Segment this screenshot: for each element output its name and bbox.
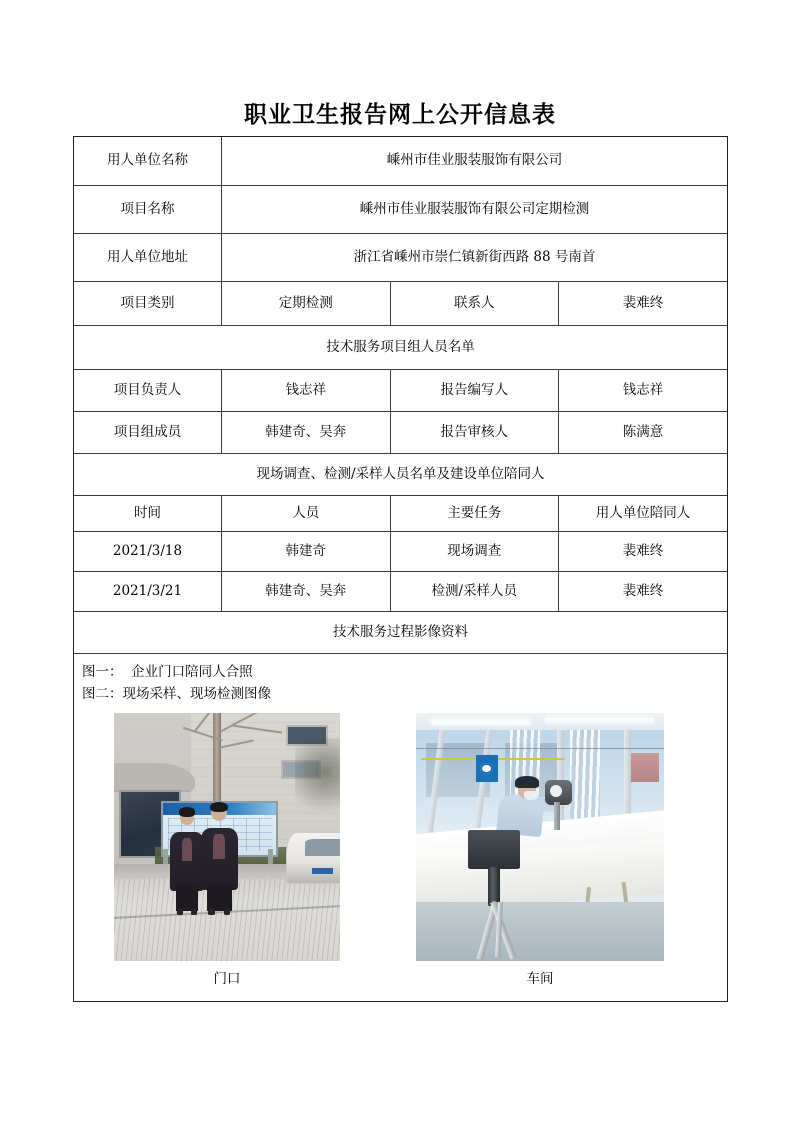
photo-workshop-light-tube bbox=[545, 717, 654, 723]
photo-entrance-person-shoe bbox=[224, 908, 231, 915]
team-section-title: 技术服务项目组人员名单 bbox=[74, 325, 727, 369]
table-row-employer-address bbox=[74, 233, 727, 281]
photo-entrance-tree-trunk bbox=[213, 713, 220, 815]
photo-entrance-wrapper bbox=[114, 713, 340, 989]
photo-workshop-overhead-wire bbox=[416, 748, 664, 749]
table-row-survey-entry bbox=[74, 571, 727, 611]
photo-entrance-person-head bbox=[211, 805, 227, 821]
survey-entry-personnel: 韩建奇、吴奔 bbox=[222, 571, 391, 611]
photo-entrance-person-left bbox=[180, 810, 195, 909]
photo-workshop bbox=[416, 713, 664, 961]
report-info-table bbox=[74, 137, 727, 1001]
survey-col-escort: 用人单位陪同人 bbox=[559, 495, 728, 531]
survey-entry-time: 2021/3/18 bbox=[74, 531, 222, 571]
photo-workshop-wrapper bbox=[416, 713, 664, 989]
photo-entrance-person-scarf bbox=[182, 838, 193, 862]
survey-entry-task: 检测/采样人员 bbox=[390, 571, 559, 611]
report-writer-value: 钱志祥 bbox=[559, 369, 728, 411]
team-members-label: 项目组成员 bbox=[74, 411, 222, 453]
table-row-media-section bbox=[74, 611, 727, 653]
photo-workshop-safety-sign bbox=[476, 755, 498, 782]
survey-entry-escort: 裴难终 bbox=[559, 531, 728, 571]
project-leader-value: 钱志祥 bbox=[222, 369, 391, 411]
photo-workshop-machine-column bbox=[554, 802, 560, 829]
survey-col-task: 主要任务 bbox=[390, 495, 559, 531]
photo-row bbox=[82, 713, 727, 989]
survey-col-time: 时间 bbox=[74, 495, 222, 531]
survey-entry-time: 2021/3/21 bbox=[74, 571, 222, 611]
employer-address-label: 用人单位地址 bbox=[74, 233, 222, 281]
employer-name-value: 嵊州市佳业服装服饰有限公司 bbox=[222, 137, 728, 185]
photo-entrance-caption: 门口 bbox=[213, 971, 241, 988]
photo-entrance-person-right bbox=[211, 805, 227, 909]
photo-workshop-caption: 车间 bbox=[526, 971, 554, 988]
figure-caption-one: 图一： 企业门口陪同人合照 bbox=[82, 663, 253, 680]
report-reviewer-label: 报告审核人 bbox=[390, 411, 559, 453]
photo-workshop-outside-roof bbox=[627, 753, 659, 783]
photo-entrance-person-shoe bbox=[177, 908, 183, 915]
table-row-employer-name bbox=[74, 137, 727, 185]
photo-entrance-person-coat bbox=[201, 828, 237, 890]
report-writer-label: 报告编写人 bbox=[390, 369, 559, 411]
photo-entrance-foliage bbox=[295, 738, 340, 822]
photo-workshop-light-tube bbox=[431, 719, 530, 725]
project-name-label: 项目名称 bbox=[74, 185, 222, 233]
table-row-project-leader bbox=[74, 369, 727, 411]
contact-label: 联系人 bbox=[390, 281, 559, 325]
table-row-survey-entry bbox=[74, 531, 727, 571]
project-name-value: 嵊州市佳业服装服饰有限公司定期检测 bbox=[222, 185, 728, 233]
survey-entry-personnel: 韩建奇 bbox=[222, 531, 391, 571]
photo-entrance-car bbox=[286, 832, 340, 884]
photo-entrance-person-hair bbox=[179, 807, 196, 816]
table-row-team-section bbox=[74, 325, 727, 369]
photo-workshop-worker-mask bbox=[524, 791, 538, 799]
figure-caption-two: 图二：现场采样、现场检测图像 bbox=[82, 685, 271, 702]
photo-entrance-person-shoe bbox=[208, 908, 215, 915]
contact-value: 裴难终 bbox=[559, 281, 728, 325]
media-section-title: 技术服务过程影像资料 bbox=[74, 611, 727, 653]
survey-col-personnel: 人员 bbox=[222, 495, 391, 531]
table-row-project-type bbox=[74, 281, 727, 325]
page-title: 职业卫生报告网上公开信息表 bbox=[244, 101, 556, 128]
table-row-survey-section bbox=[74, 453, 727, 495]
photo-entrance bbox=[114, 713, 340, 961]
project-leader-label: 项目负责人 bbox=[74, 369, 222, 411]
photo-entrance-person-legs bbox=[207, 884, 232, 911]
table-row-team-members bbox=[74, 411, 727, 453]
project-type-label: 项目类别 bbox=[74, 281, 222, 325]
photo-workshop-floor bbox=[416, 902, 664, 962]
photo-entrance-person-coat bbox=[170, 832, 203, 892]
employer-address-value: 浙江省嵊州市崇仁镇新街西路 88 号南首 bbox=[222, 233, 728, 281]
photo-entrance-person-hair bbox=[210, 802, 228, 812]
survey-entry-escort: 裴难终 bbox=[559, 571, 728, 611]
table-row-survey-header bbox=[74, 495, 727, 531]
photo-entrance-person-shoe bbox=[191, 908, 197, 915]
photo-workshop-worker-cap bbox=[515, 776, 539, 787]
photo-workshop-measuring-instrument bbox=[468, 830, 520, 870]
photo-entrance-person-head bbox=[180, 810, 195, 825]
employer-name-label: 用人单位名称 bbox=[74, 137, 222, 185]
team-members-value: 韩建奇、吴奔 bbox=[222, 411, 391, 453]
photo-entrance-person-sweater bbox=[213, 834, 225, 859]
project-type-value: 定期检测 bbox=[222, 281, 391, 325]
report-reviewer-value: 陈满意 bbox=[559, 411, 728, 453]
media-cell bbox=[74, 653, 727, 1001]
survey-entry-task: 现场调查 bbox=[390, 531, 559, 571]
photo-entrance-car-plate bbox=[312, 868, 333, 874]
table-row-media-content bbox=[74, 653, 727, 1001]
table-row-project-name bbox=[74, 185, 727, 233]
report-table-frame bbox=[73, 136, 728, 1002]
photo-entrance-car-window bbox=[305, 839, 340, 856]
survey-section-title: 现场调查、检测/采样人员名单及建设单位陪同人 bbox=[74, 453, 727, 495]
